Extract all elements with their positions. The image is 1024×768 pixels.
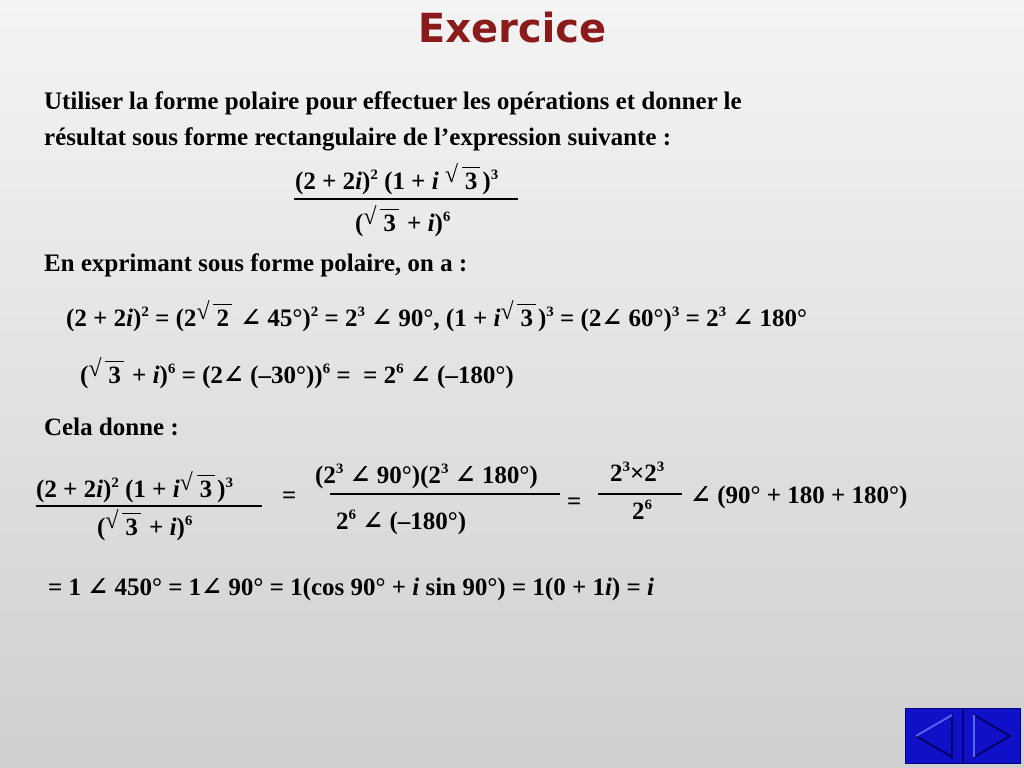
intro-line-2: résultat sous forme rectangulaire de l’expression suivante :	[44, 124, 672, 151]
result-frac3-bar	[598, 493, 682, 495]
result-frac1-denominator: (√ 3 + i)$^6$	[97, 514, 192, 542]
result-frac3-numerator: $2^3\times 2^3$	[610, 459, 665, 487]
result-frac2-denominator: $2^6$ ∠ (–180°)	[336, 507, 467, 535]
result-frac2-numerator: ($2^3$ ∠ $90^\circ)(2^3$ ∠ 180°)	[315, 461, 538, 489]
expression-numerator: $(2 + 2i)^2$ (1 + i √ 3 )$^3$	[295, 168, 498, 196]
result-frac1-bar	[36, 505, 262, 507]
equals-2: =	[567, 488, 582, 515]
previous-slide-button[interactable]	[905, 708, 963, 764]
intro-line-1: Utiliser la forme polaire pour effectuer les opérations et donner le	[44, 88, 742, 115]
result-frac3-denominator: $2^6$	[632, 497, 652, 525]
triangle-right-icon	[964, 709, 1020, 763]
triangle-left-icon	[906, 709, 962, 763]
final-line: = 1 ∠ 450° = 1∠ 90° = 1(cos 90° + i sin 90°) = 1(0 + 1i) = i	[48, 574, 654, 601]
expression-fraction-bar	[294, 198, 518, 200]
cela-donne: Cela donne :	[44, 414, 179, 441]
page-title: Exercice	[417, 6, 607, 52]
result-tail: ∠ (90° + 180 + 180°)	[690, 482, 908, 509]
equals-1: =	[282, 482, 297, 509]
polar-intro: En exprimant sous forme polaire, on a :	[44, 250, 468, 277]
polar-line-2: (√ 3 + i)$^6$ = (2∠ (–30°))$^6$ = = $2^6$ ∠ (–180°)	[80, 360, 514, 390]
result-frac2-bar	[330, 493, 560, 495]
expression-denominator: (√ 3 + i)$^6$	[355, 210, 450, 238]
result-frac1-numerator: $(2 + 2i)^2$ (1 + i√ 3 )$^3$	[36, 476, 233, 504]
next-slide-button[interactable]	[963, 708, 1021, 764]
polar-line-1: $(2 + 2i)^2 = (2√$ 2 ∠ $45^\circ)^2 = 2^3$ ∠ 90°, (1 + i√ 3 )$^3$ = (2∠ $60^\circ)^3 = 2^3$ ∠ 180°	[66, 303, 807, 333]
